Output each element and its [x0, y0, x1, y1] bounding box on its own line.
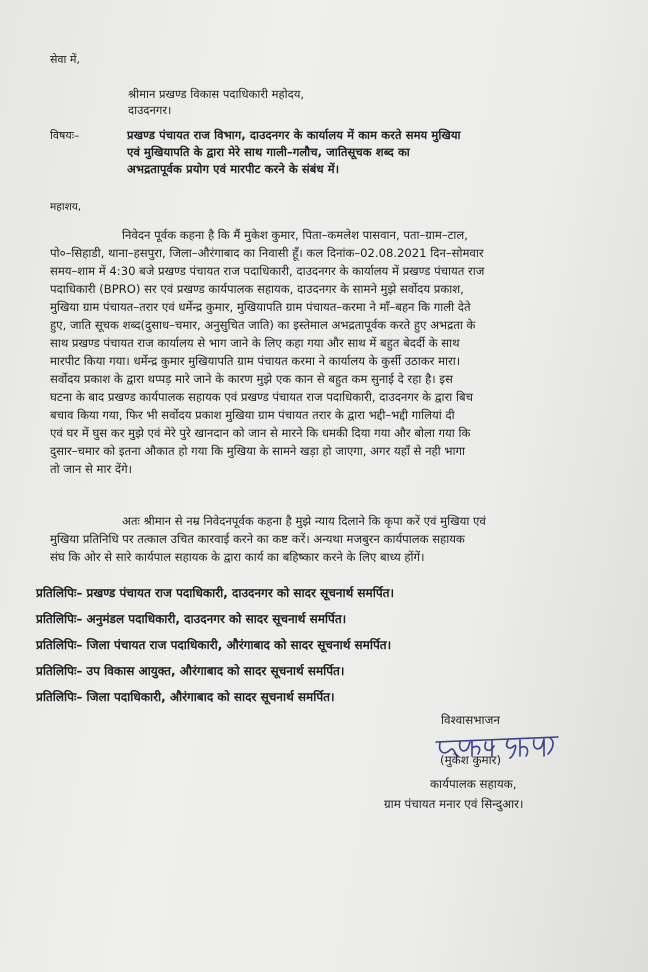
body-line-6: हुए, जाति सूचक शब्द(दुसाध–चमार, अनुसुचित जाति) का इस्तेमाल अभद्रतापूर्वक करते हुए अभद्रता के [50, 318, 476, 332]
body-line-4: पदाधिकारी (BPRO) सर एवं प्रखण्ड कार्यपालक सहायक, दाउदनगर के सामने मुझे सर्वोदय प्रकाश, [50, 282, 464, 296]
body-line-3: समय–शाम में 4:30 बजे प्रखण्ड पंचायत राज पदाधिकारी, दाउदनगर के कार्यालय में प्रखण्ड पंचायत राज [50, 264, 485, 278]
body-line-5: मुखिया ग्राम पंचायत–तरार एवं धर्मेन्द्र कुमार, मुखियापति ग्राम पंचायत–करमा ने माँ–बहन कि गाली देते [50, 300, 471, 314]
request-line-1: अतः श्रीमान से नम्र निवेदनपूर्वक कहना है मुझे न्याय दिलाने कि कृपा करें एवं मुखिया एवं [122, 514, 486, 528]
body-line-13: दुसार–चमार को इतना औकात हो गया कि मुखिया के सामने खड़ा हो जाएगा, अगर यहाँ से नही भागा [50, 444, 466, 458]
sender-name: (मुकेश कुमार) [440, 753, 502, 767]
subject-line-1: प्रखण्ड पंचायत राज विभाग, दाउदनगर के कार्यालय में काम करते समय मुखिया [127, 128, 461, 142]
subject-label: विषयः– [50, 129, 80, 142]
sender-office: ग्राम पंचायत मनार एवं सिन्दुआर। [384, 797, 524, 811]
addressee-line-1: श्रीमान प्रखण्ड विकास पदाधिकारी महोदय, [128, 87, 305, 101]
closing: विश्वासभाजन [441, 713, 500, 727]
body-line-10: घटना के बाद प्रखण्ड कार्यपालक सहायक एवं प्रखण्ड पंचायत राज पदाधिकारी, दाउदनगर के द्वारा बिच [50, 390, 473, 404]
body-line-12: एवं घर में घुस कर मुझे एवं मेरे पुरे खानदान को जान से मारने कि धमकी दिया गया और बोला गया कि [50, 426, 471, 440]
body-line-8: मारपीट किया गया। धर्मेन्द्र कुमार मुखियापति ग्राम पंचायत करमा ने कार्यालय के कुर्सी उठाकर मारा। [50, 354, 461, 368]
body-line-14: तो जान से मार देंगे। [50, 462, 132, 476]
addressee-line-2: दाउदनगर। [128, 103, 172, 117]
body-line-2: पो०–सिहाडी, थाना–हसपुरा, जिला–औरंगाबाद का निवासी हूँ। कल दिनांक–02.08.2021 दिन–सोमवार [50, 246, 484, 260]
salutation: सेवा में, [50, 53, 80, 66]
body-line-11: बचाव किया गया, फिर भी सर्वोदय प्रकाश मुखिया ग्राम पंचायत तरार के द्वारा भद्दी–भद्दी गालियां दी [50, 408, 455, 422]
greeting: महाशय, [50, 201, 82, 213]
request-line-2: मुखिया प्रतिनिधि पर तत्काल उचित कारवाई करने का कष्ट करें। अन्यथा मजबुरन कार्यपालक सहायक [50, 532, 465, 546]
subject-line-2: एवं मुखियापति के द्वारा मेरे साथ गाली–गलौच, जातिसूचक शब्द का [127, 145, 410, 159]
copy-line-1: प्रतिलिपिः– प्रखण्ड पंचायत राज पदाधिकारी, दाउदनगर को सादर सूचनार्थ समर्पित। [36, 586, 395, 600]
body-line-9: सर्वोदय प्रकाश के द्वारा थप्पड़ मारे जाने के कारण मुझे एक कान से बहुत कम सुनाई दे रहा है। इस [50, 372, 453, 386]
copy-line-5: प्रतिलिपिः– जिला पदाधिकारी, औरंगाबाद को सादर सूचनार्थ समर्पित। [36, 690, 335, 704]
copy-line-4: प्रतिलिपिः– उप विकास आयुक्त, औरंगाबाद को सादर सूचनार्थ समर्पित। [36, 664, 345, 678]
body-line-1: निवेदन पूर्वक कहना है कि मैं मुकेश कुमार, पिता–कमलेश पासवान, पता–ग्राम–टाल, [122, 228, 468, 242]
request-line-3: संघ कि ओर से सारे कार्यपाल सहायक के द्वारा कार्य का बहिष्कार करने के लिए बाध्य होंगें। [50, 550, 425, 564]
subject-line-3: अभद्रतापूर्वक प्रयोग एवं मारपीट करने के संबंध में। [127, 162, 340, 176]
body-line-7: साथ प्रखण्ड पंचायत राज कार्यालय से भाग जाने के लिए कहा गया और साथ में बहुत बेदर्दी के साथ [50, 336, 460, 350]
sender-designation: कार्यपालक सहायक, [430, 777, 517, 791]
copy-line-3: प्रतिलिपिः– जिला पंचायत राज पदाधिकारी, औरंगाबाद को सादर सूचनार्थ समर्पित। [36, 638, 392, 652]
copy-line-2: प्रतिलिपिः– अनुमंडल पदाधिकारी, दाउदनगर को सादर सूचनार्थ समर्पित। [36, 612, 347, 626]
